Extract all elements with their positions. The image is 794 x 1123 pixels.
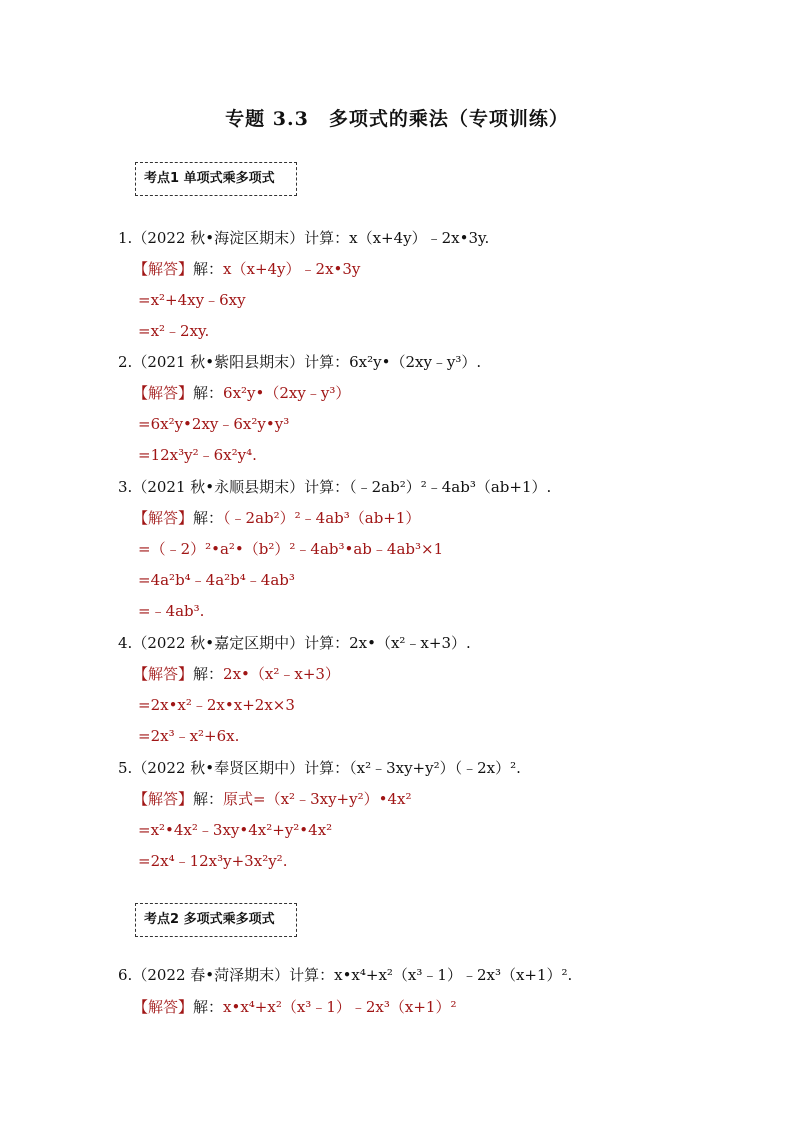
problem-5-answer-line-3: =2x⁴﹣12x³y+3x²y². — [138, 852, 288, 870]
answer-tag: 【解答】 — [133, 998, 194, 1016]
problem-1-answer-line-1 — [133, 259, 360, 279]
problem-1-number: 1. — [118, 229, 133, 247]
problem-4-question — [118, 633, 471, 653]
answer-step: 6x²y•（2xy﹣y³） — [223, 384, 351, 402]
answer-prefix: 解： — [193, 998, 224, 1016]
problem-2-answer-line-3: =12x³y²﹣6x²y⁴. — [138, 446, 257, 464]
problem-4-number: 4. — [118, 634, 133, 652]
answer-tag: 【解答】 — [133, 384, 194, 402]
problem-3-expr: （﹣2ab²）²﹣4ab³（ab+1）. — [349, 478, 552, 496]
problem-6-answer-line-1 — [133, 997, 456, 1017]
problem-3-source: （2021 秋•永顺县期末）计算： — [132, 478, 350, 496]
answer-prefix: 解： — [193, 509, 224, 527]
problem-6-expr: x•x⁴+x²（x³﹣1）﹣2x³（x+1）². — [334, 966, 573, 984]
problem-6-question — [118, 965, 572, 985]
problem-1-answer-line-3: =x²﹣2xy. — [138, 322, 210, 340]
problem-2-answer-line-2: =6x²y•2xy﹣6x²y•y³ — [138, 415, 290, 433]
problem-6-source: （2022 春•菏泽期末）计算： — [132, 966, 335, 984]
problem-4-answer-line-3: =2x³﹣x²+6x. — [138, 727, 240, 745]
problem-3-answer-line-3: =4a²b⁴﹣4a²b⁴﹣4ab³ — [138, 571, 295, 589]
problem-2-answer-line-1 — [133, 383, 350, 403]
problem-5-question — [118, 758, 521, 778]
problem-1-question — [118, 228, 489, 248]
problem-5-source: （2022 秋•奉贤区期中）计算： — [132, 759, 350, 777]
page-title: 专题 3.3 多项式的乘法（专项训练） — [225, 108, 569, 130]
section-label-1: 考点1 单项式乘多项式 — [135, 162, 297, 196]
section-label-2: 考点2 多项式乘多项式 — [135, 903, 297, 937]
answer-prefix: 解： — [193, 260, 224, 278]
answer-prefix: 解： — [193, 384, 224, 402]
problem-3-number: 3. — [118, 478, 133, 496]
problem-1-answer-line-2: =x²+4xy﹣6xy — [138, 291, 246, 309]
problem-1-source: （2022 秋•海淀区期末）计算： — [132, 229, 350, 247]
answer-step: 原式=（x²﹣3xy+y²）•4x² — [223, 790, 412, 808]
answer-tag: 【解答】 — [133, 509, 194, 527]
answer-step: x•x⁴+x²（x³﹣1）﹣2x³（x+1）² — [223, 998, 457, 1016]
problem-3-question — [118, 477, 551, 497]
answer-tag: 【解答】 — [133, 665, 194, 683]
problem-5-answer-line-2: =x²•4x²﹣3xy•4x²+y²•4x² — [138, 821, 333, 839]
answer-step: （﹣2ab²）²﹣4ab³（ab+1） — [223, 509, 421, 527]
answer-step: x（x+4y）﹣2x•3y — [223, 260, 361, 278]
answer-step: 2x•（x²﹣x+3） — [223, 665, 340, 683]
problem-5-answer-line-1 — [133, 789, 411, 809]
answer-tag: 【解答】 — [133, 790, 194, 808]
problem-1-expr: x（x+4y）﹣2x•3y. — [349, 229, 490, 247]
problem-2-question — [118, 352, 481, 372]
problem-4-answer-line-1 — [133, 664, 340, 684]
problem-4-answer-line-2: =2x•x²﹣2x•x+2x×3 — [138, 696, 295, 714]
answer-prefix: 解： — [193, 665, 224, 683]
problem-6-number: 6. — [118, 966, 133, 984]
problem-3-answer-line-2: =（﹣2）²•a²•（b²）²﹣4ab³•ab﹣4ab³×1 — [138, 540, 444, 558]
answer-tag: 【解答】 — [133, 260, 194, 278]
problem-2-expr: 6x²y•（2xy﹣y³）. — [349, 353, 482, 371]
answer-prefix: 解： — [193, 790, 224, 808]
problem-3-answer-line-1 — [133, 508, 420, 528]
problem-4-expr: 2x•（x²﹣x+3）. — [349, 634, 471, 652]
problem-4-source: （2022 秋•嘉定区期中）计算： — [132, 634, 350, 652]
problem-2-source: （2021 秋•紫阳县期末）计算： — [132, 353, 350, 371]
problem-2-number: 2. — [118, 353, 133, 371]
problem-3-answer-line-4: =﹣4ab³. — [138, 602, 205, 620]
problem-5-expr: （x²﹣3xy+y²）（﹣2x）². — [349, 759, 521, 777]
problem-5-number: 5. — [118, 759, 133, 777]
